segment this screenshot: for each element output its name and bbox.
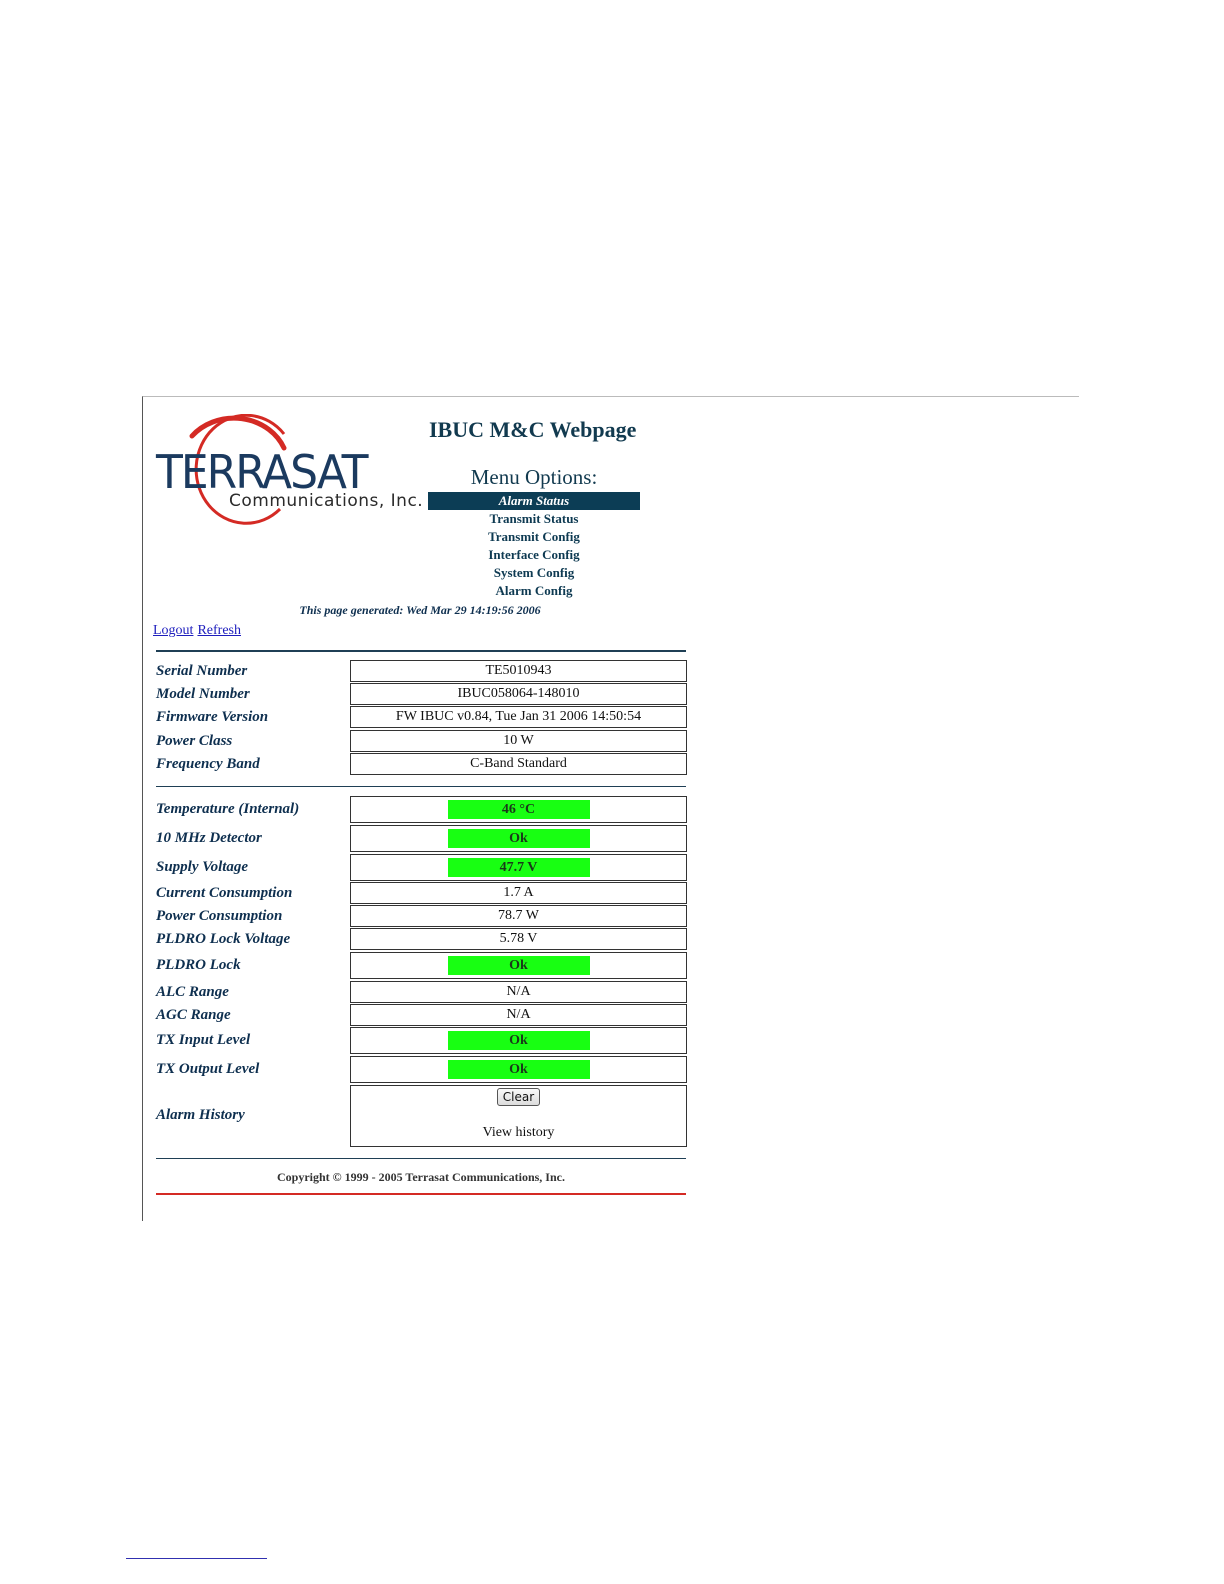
status-row-power-consumption (156, 905, 687, 927)
menu-item-interface-config[interactable]: Interface Config (488, 547, 580, 562)
row-value: 1.7 A (350, 882, 687, 904)
row-value: 5.78 V (350, 928, 687, 950)
row-label: Frequency Band (156, 756, 260, 772)
info-row-frequency-band (156, 753, 687, 775)
menu-item-transmit-status[interactable]: Transmit Status (489, 511, 579, 526)
row-value (350, 796, 687, 823)
menu-item-alarm-config[interactable]: Alarm Config (495, 583, 573, 598)
refresh-link[interactable]: Refresh (197, 623, 241, 638)
clear-button-wrap (351, 1088, 686, 1110)
row-value (350, 952, 687, 979)
row-value (350, 825, 687, 852)
copyright-text: Copyright © 1999 - 2005 Terrasat Communications, Inc. (277, 1170, 565, 1184)
info-row-serial-number (156, 660, 687, 682)
menu-title: Menu Options: (470, 465, 598, 489)
row-label: PLDRO Lock (156, 957, 241, 973)
row-value: IBUC058064-148010 (350, 683, 687, 705)
logo-wordmark: TERRASAT (156, 445, 367, 500)
status-row-10mhz-detector (156, 825, 687, 852)
info-row-firmware-version (156, 706, 687, 728)
row-value: C-Band Standard (350, 753, 687, 775)
status-indicator: Ok (448, 829, 590, 848)
row-value: TE5010943 (350, 660, 687, 682)
status-row-current-consumption (156, 882, 687, 904)
footnote-separator (126, 1558, 267, 1559)
row-label: Firmware Version (156, 709, 269, 725)
row-label: Serial Number (156, 663, 248, 679)
menu-item-transmit-config[interactable]: Transmit Config (488, 529, 580, 544)
page-title: IBUC M&C Webpage (429, 417, 637, 442)
status-indicator: 46 °C (448, 800, 590, 819)
status-row-tx-output-level (156, 1056, 687, 1083)
status-row-alc-range (156, 981, 687, 1003)
divider (156, 1158, 686, 1159)
status-row-pldro-lock (156, 952, 687, 979)
row-label: PLDRO Lock Voltage (156, 931, 291, 947)
status-indicator: Ok (448, 956, 590, 975)
row-value (350, 1056, 687, 1083)
row-label: Temperature (Internal) (156, 801, 300, 817)
status-indicator: Ok (448, 1060, 590, 1079)
row-value: 10 W (350, 730, 687, 752)
status-row-tx-input-level (156, 1027, 687, 1054)
logo-subtitle: Communications, Inc. (229, 491, 424, 511)
info-row-power-class (156, 730, 687, 752)
row-value: N/A (350, 1004, 687, 1026)
divider (156, 650, 686, 652)
row-label: TX Output Level (156, 1061, 260, 1077)
row-value: N/A (350, 981, 687, 1003)
status-row-pldro-lock-voltage (156, 928, 687, 950)
page-generated-timestamp: This page generated: Wed Mar 29 14:19:56 2006 (299, 603, 541, 617)
info-row-model-number (156, 683, 687, 705)
divider (156, 786, 686, 787)
menu-options (428, 492, 640, 600)
row-value: FW IBUC v0.84, Tue Jan 31 2006 14:50:54 (350, 706, 687, 728)
row-value (350, 1027, 687, 1054)
status-row-agc-range (156, 1004, 687, 1026)
status-row-temperature (156, 796, 687, 823)
row-label: Model Number (156, 686, 250, 702)
row-label: TX Input Level (156, 1032, 251, 1048)
row-label: Power Class (156, 733, 233, 749)
menu-item-alarm-status[interactable]: Alarm Status (428, 492, 640, 510)
view-history-link[interactable]: View history (482, 1125, 555, 1140)
menu-item-system-config[interactable]: System Config (493, 565, 575, 580)
clear-button[interactable]: Clear (497, 1088, 540, 1106)
row-label: ALC Range (156, 984, 229, 1000)
alarm-history-box (350, 1085, 687, 1147)
row-label: Alarm History (156, 1107, 245, 1123)
status-row-supply-voltage (156, 854, 687, 881)
top-links (153, 624, 245, 638)
footer-red-rule (156, 1193, 686, 1195)
logout-link[interactable]: Logout (153, 623, 194, 638)
row-label: Power Consumption (156, 908, 283, 924)
row-label: Supply Voltage (156, 859, 249, 875)
row-value (350, 854, 687, 881)
alarm-history-row (156, 1085, 687, 1147)
status-indicator: 47.7 V (448, 858, 590, 877)
row-label: AGC Range (156, 1007, 231, 1023)
status-indicator: Ok (448, 1031, 590, 1050)
row-value: 78.7 W (350, 905, 687, 927)
row-label: 10 MHz Detector (156, 830, 262, 846)
row-label: Current Consumption (156, 885, 293, 901)
